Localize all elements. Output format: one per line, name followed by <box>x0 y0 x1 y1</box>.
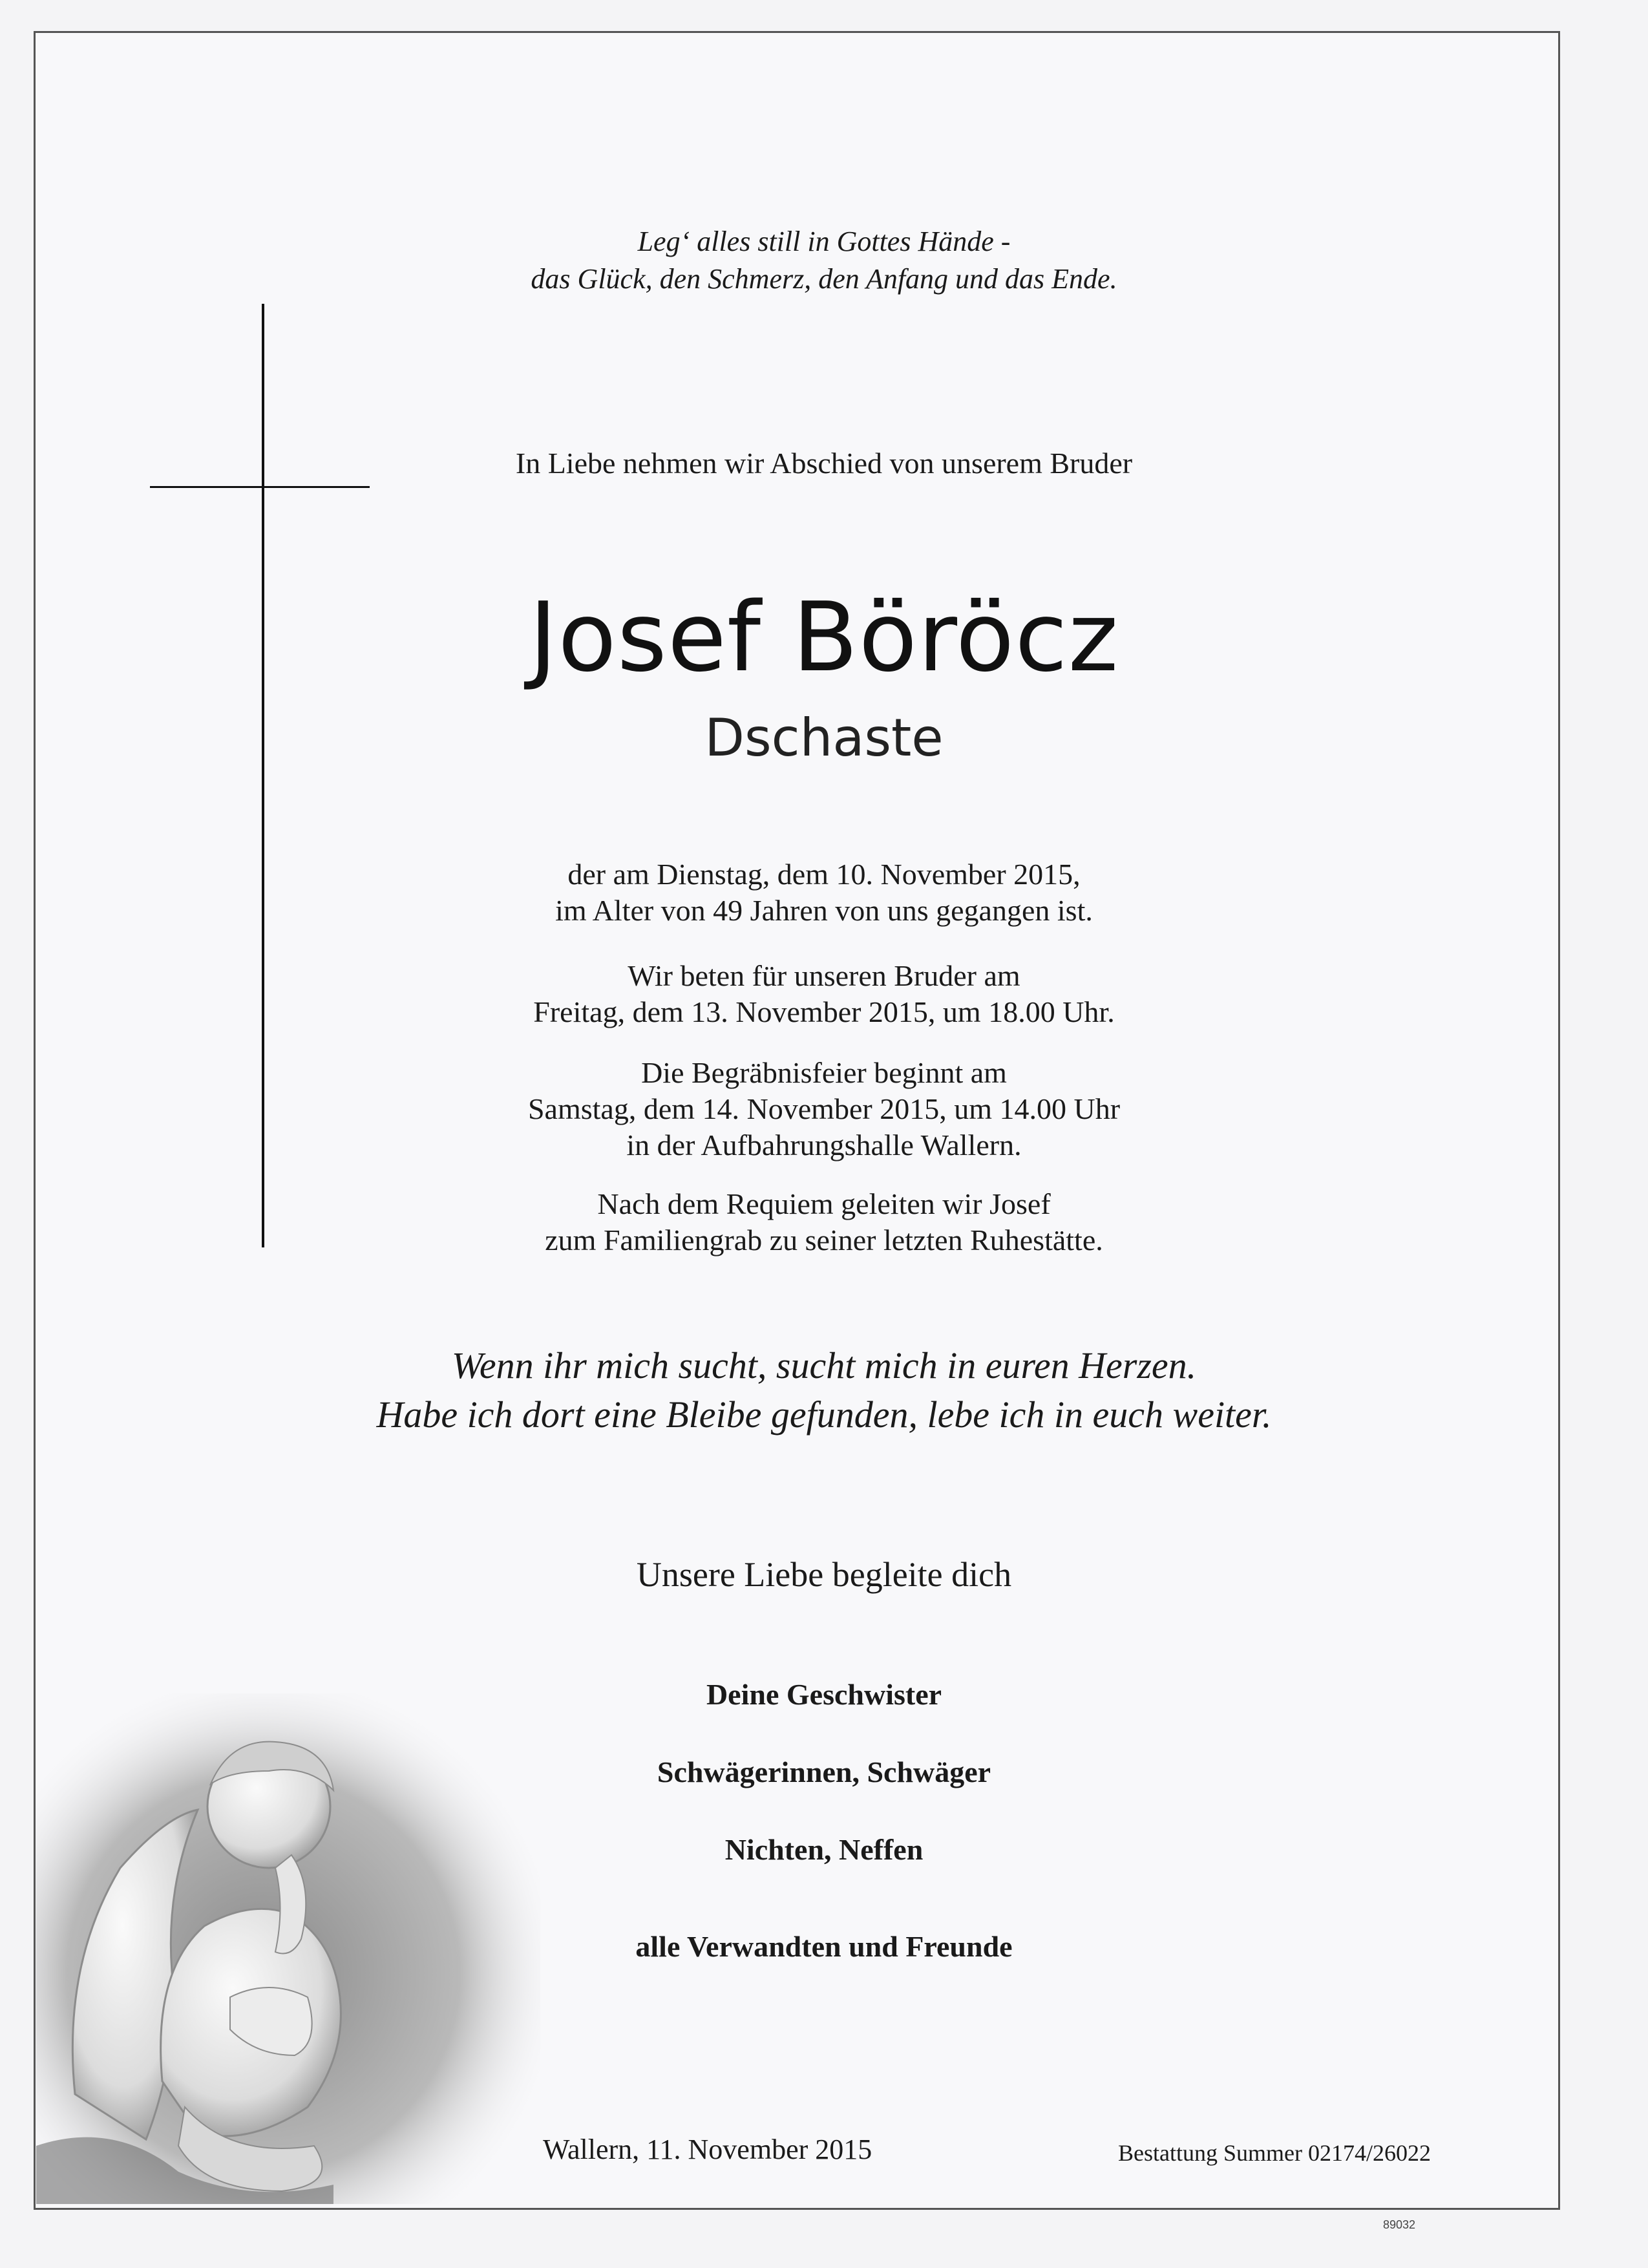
print-code: 89032 <box>1383 2218 1416 2231</box>
paragraph-line: im Alter von 49 Jahren von uns gegangen ist. <box>555 894 1093 927</box>
top-verse-line2: das Glück, den Schmerz, den Anfang und das Ende. <box>531 263 1117 295</box>
place-and-date: Wallern, 11. November 2015 <box>543 2134 872 2165</box>
intro-text: In Liebe nehmen wir Abschied von unserem Bruder <box>515 447 1133 480</box>
mourner-in-laws: Schwägerinnen, Schwäger <box>657 1755 991 1788</box>
paragraph-line: zum Familiengrab zu seiner letzten Ruhestätte. <box>545 1224 1103 1256</box>
mourner-nieces-nephews: Nichten, Neffen <box>724 1833 924 1866</box>
bottom-verse-line2: Habe ich dort eine Bleibe gefunden, lebe ich in euch weiter. <box>376 1394 1272 1436</box>
mourner-relatives-friends: alle Verwandten und Freunde <box>635 1930 1013 1963</box>
funeral-home-contact: Bestattung Summer 02174/26022 <box>1118 2140 1431 2166</box>
paragraph-line: Nach dem Requiem geleiten wir Josef <box>597 1187 1051 1220</box>
closing-text: Unsere Liebe begleite dich <box>636 1555 1012 1594</box>
death-notice-paragraph <box>0 856 1648 929</box>
cross-icon-horizontal <box>150 486 370 488</box>
mourner-siblings: Deine Geschwister <box>706 1678 942 1711</box>
paragraph-line: der am Dienstag, dem 10. November 2015, <box>567 858 1081 891</box>
bottom-verse <box>0 1341 1648 1439</box>
paragraph-line: in der Aufbahrungshalle Wallern. <box>626 1129 1022 1161</box>
top-verse <box>0 223 1648 298</box>
paragraph-line: Freitag, dem 13. November 2015, um 18.00 Uhr. <box>533 995 1115 1028</box>
deceased-nickname: Dschaste <box>704 708 944 768</box>
top-verse-line1: Leg‘ alles still in Gottes Hände - <box>637 226 1011 257</box>
paragraph-line: Die Begräbnisfeier beginnt am <box>641 1056 1007 1089</box>
prayer-paragraph <box>0 958 1648 1030</box>
deceased-name: Josef Böröcz <box>529 582 1119 693</box>
angel-statue-image <box>36 1693 540 2204</box>
paragraph-line: Wir beten für unseren Bruder am <box>628 959 1020 992</box>
bottom-verse-line1: Wenn ihr mich sucht, sucht mich in euren Herzen. <box>451 1344 1197 1386</box>
funeral-paragraph <box>0 1055 1648 1163</box>
paragraph-line: Samstag, dem 14. November 2015, um 14.00 Uhr <box>527 1092 1121 1125</box>
burial-paragraph <box>0 1186 1648 1258</box>
